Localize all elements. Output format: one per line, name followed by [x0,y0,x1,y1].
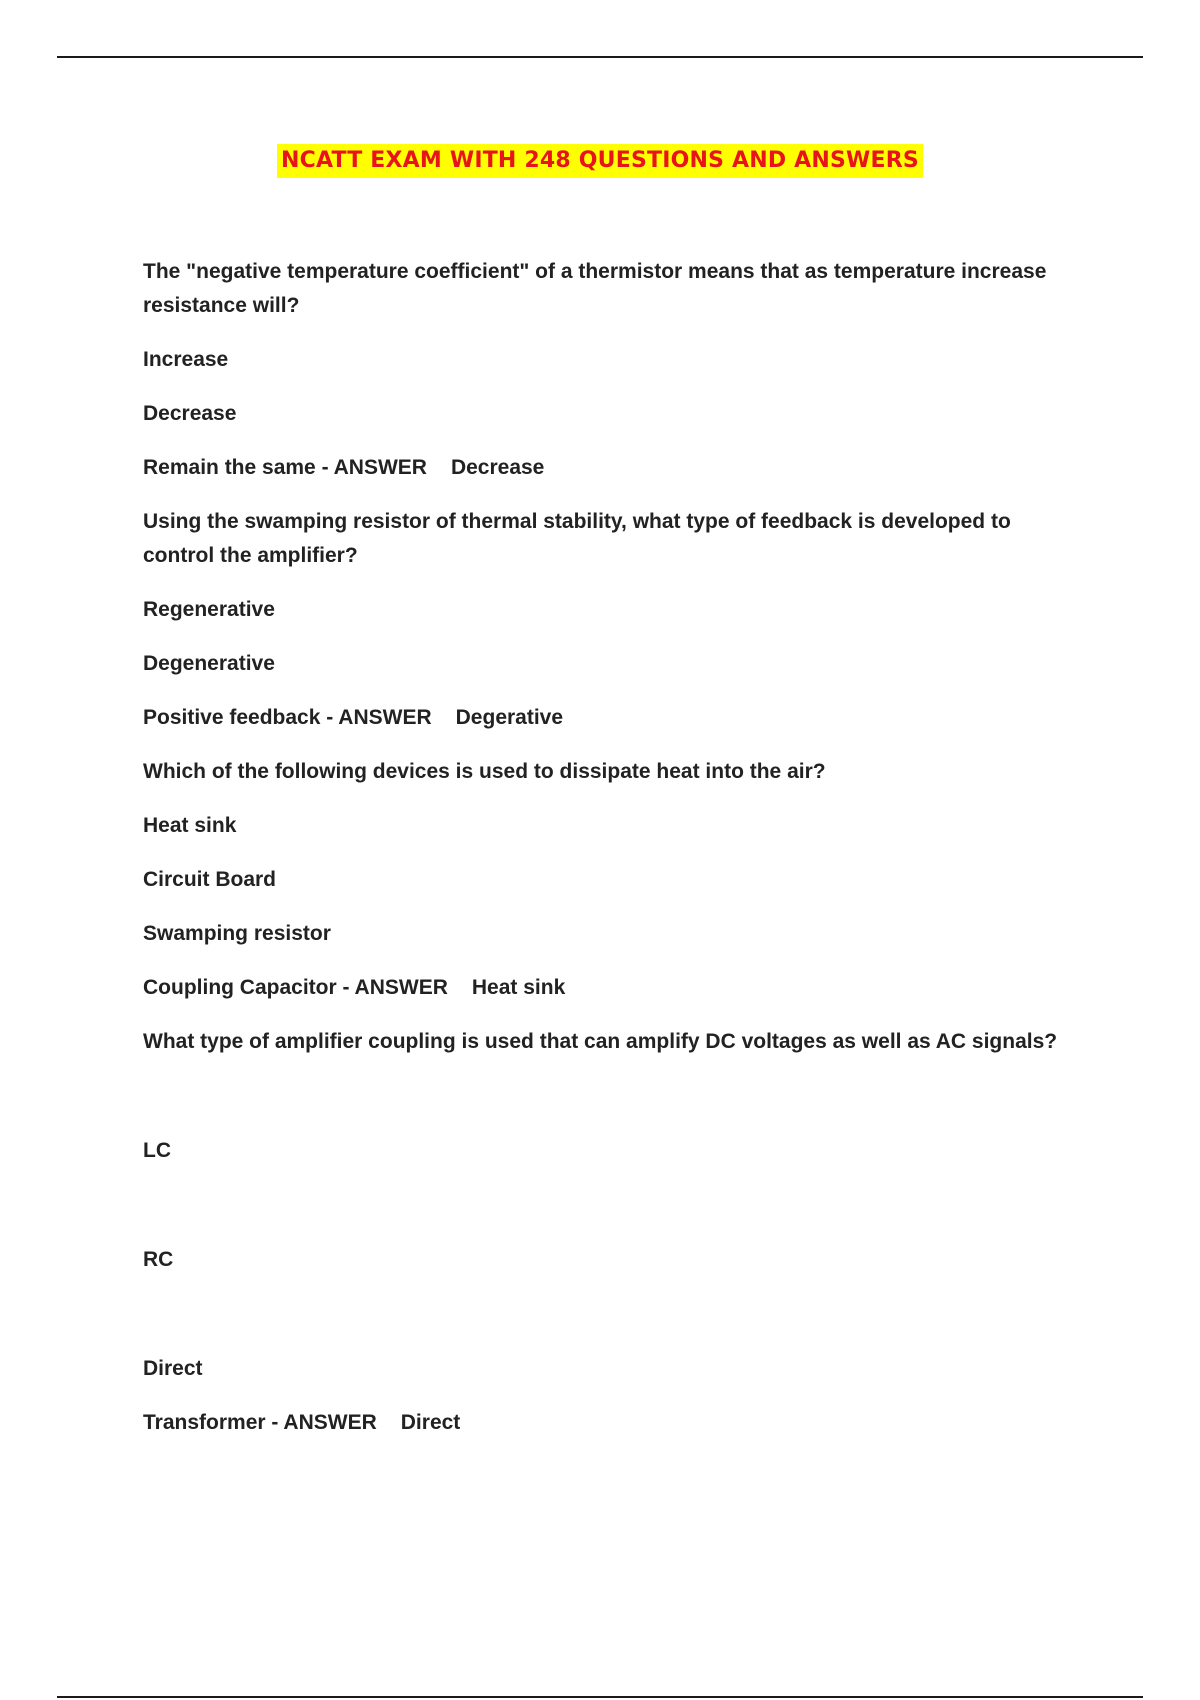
question-2-answer: Degerative [455,706,564,729]
question-3-last-option: Coupling Capacitor - ANSWER [143,976,448,999]
question-3-text: Which of the following devices is used to dissipate heat into the air? [143,760,826,783]
question-3-option: Circuit Board [143,868,277,891]
question-2-option: Degenerative [143,652,275,675]
question-2-text: Using the swamping resistor of thermal stability, what type of feedback is developed to control the amplifier? [143,510,1011,567]
title-container [0,144,1200,178]
question-4-option: LC [143,1139,171,1162]
question-4-option: Direct [143,1357,203,1380]
question-1-option: Increase [143,348,229,371]
question-1-last-option: Remain the same - ANSWER [143,456,427,479]
question-4-text: What type of amplifier coupling is used that can amplify DC voltages as well as AC signals? [143,1030,1058,1053]
question-1-option: Decrease [143,402,237,425]
question-3-option: Swamping resistor [143,922,331,945]
document-body [143,255,1083,1460]
question-4-last-option: Transformer - ANSWER [143,1411,377,1434]
question-4-answer: Direct [400,1411,461,1434]
question-4-answer-line [143,1406,1083,1440]
question-1-text: The "negative temperature coefficient" of a thermistor means that as temperature increase resistance will? [143,260,1047,317]
document-title: NCATT EXAM WITH 248 QUESTIONS AND ANSWERS [277,144,923,178]
question-1-answer-line [143,451,1083,485]
bottom-rule [57,1696,1143,1698]
question-2-last-option: Positive feedback - ANSWER [143,706,432,729]
question-3-answer-line [143,971,1083,1005]
question-4-option: RC [143,1248,174,1271]
question-3-option: Heat sink [143,814,237,837]
question-3-answer: Heat sink [471,976,566,999]
question-1-answer: Decrease [450,456,545,479]
question-2-option: Regenerative [143,598,275,621]
top-rule [57,56,1143,58]
question-2-answer-line [143,701,1083,735]
